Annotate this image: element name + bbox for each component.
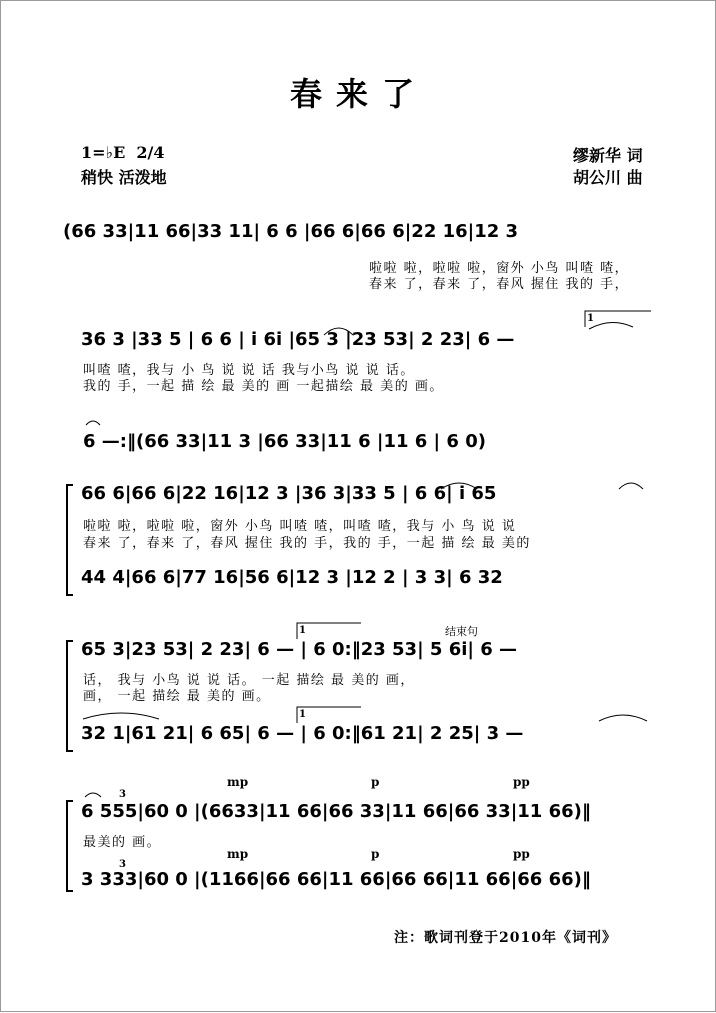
tie-4 — [85, 793, 101, 797]
composer-credit: 胡公川 曲 — [573, 168, 643, 187]
dynamic-p-upper: p — [371, 775, 380, 789]
system-6-upper-notes: 6 555|60 0 |(6633|11 66|66 33|11 66|66 33|11 66)‖ — [81, 801, 591, 822]
system-4-lyrics-1: 啦啦 啦，啦啦 啦，窗外 小鸟 叫喳 喳，叫喳 喳，我与 小 鸟 说 说 — [83, 519, 517, 534]
dynamic-mp-lower: mp — [227, 847, 249, 861]
score-decorations — [1, 1, 716, 1013]
system-6-lyrics-1: 最美的 画。 — [83, 835, 162, 850]
system-4-brace — [67, 485, 73, 595]
dynamic-pp-upper: pp — [513, 775, 530, 789]
key-signature: 1=♭E 2/4 — [81, 143, 165, 162]
volta-bracket-3: 1 — [299, 709, 306, 720]
system-5-brace — [67, 641, 73, 751]
volta-bracket-2: 1 — [299, 625, 306, 636]
system-2-notes: 36 3 |33 5 | 6 6 | i 6i |65 3 |23 53| 2 23| 6 — — [81, 329, 515, 350]
system-2-lyrics-2: 我的 手，一起 描 绘 最 美的 画 一起描绘 最 美的 画。 — [83, 379, 444, 394]
system-3-notes: 6 —:‖(66 33|11 3 |66 33|11 6 |11 6 | 6 0) — [83, 431, 486, 452]
triplet-mark-upper: 3 — [119, 789, 126, 800]
dynamic-p-lower: p — [371, 847, 380, 861]
volta-line-2 — [297, 623, 361, 639]
system-6-brace — [67, 801, 73, 891]
triplet-mark-lower: 3 — [119, 859, 126, 870]
footnote: 注：歌词刊登于2010年《词刊》 — [394, 930, 617, 946]
system-5-upper-notes: 65 3|23 53| 2 23| 6 — | 6 0:‖23 53| 5 6i| 6 — — [81, 639, 518, 660]
slur-3 — [83, 713, 159, 719]
system-4-upper-notes: 66 6|66 6|22 16|12 3 |36 3|33 5 | 6 6| i 65 — [81, 483, 497, 504]
dynamic-pp-lower: pp — [513, 847, 530, 861]
system-5-lyrics-1: 话， 我与 小鸟 说 说 话。 一起 描绘 最 美的 画， — [83, 673, 415, 688]
tie-2 — [86, 421, 100, 425]
system-1-notes: (66 33|11 66|33 11| 6 6 |66 6|66 6|22 16|12 3 — [63, 221, 519, 242]
system-5-lyrics-2: 画， 一起 描绘 最 美的 画。 — [83, 689, 271, 704]
lyricist-credit: 缪新华 词 — [573, 146, 643, 165]
tie-1 — [324, 328, 353, 335]
tempo-marking: 稍快 活泼地 — [81, 168, 167, 187]
volta-bracket: 1 — [587, 313, 594, 324]
dynamic-mp-upper: mp — [227, 775, 249, 789]
system-1-lyrics-1: 啦啦 啦，啦啦 啦，窗外 小鸟 叫喳 喳， — [369, 261, 630, 276]
volta-line-3 — [297, 707, 361, 723]
ending-label: 结束句 — [445, 625, 478, 638]
slur-2 — [441, 483, 477, 489]
tie-3 — [619, 483, 643, 489]
volta-line-1 — [585, 311, 651, 327]
system-2-lyrics-1: 叫喳 喳，我与 小 鸟 说 说 话 我与小鸟 说 说 话。 — [83, 363, 415, 378]
system-6-lower-notes: 3 333|60 0 |(1166|66 66|11 66|66 66|11 66|66 66)‖ — [81, 869, 591, 890]
system-4-lyrics-2: 春来 了，春来 了，春风 握住 我的 手，我的 手，一起 描 绘 最 美的 — [83, 536, 531, 551]
song-title: 春来了 — [289, 75, 428, 113]
slur-4 — [599, 715, 647, 721]
system-4-lower-notes: 44 4|66 6|77 16|56 6|12 3 |12 2 | 3 3| 6 32 — [81, 567, 503, 588]
system-5-lower-notes: 32 1|61 21| 6 65| 6 — | 6 0:‖61 21| 2 25| 3 — — [81, 723, 524, 744]
system-1-lyrics-2: 春来 了，春来 了，春风 握住 我的 手， — [369, 277, 630, 292]
slur-1 — [589, 322, 633, 329]
time-signature: 2/4 — [136, 143, 165, 162]
